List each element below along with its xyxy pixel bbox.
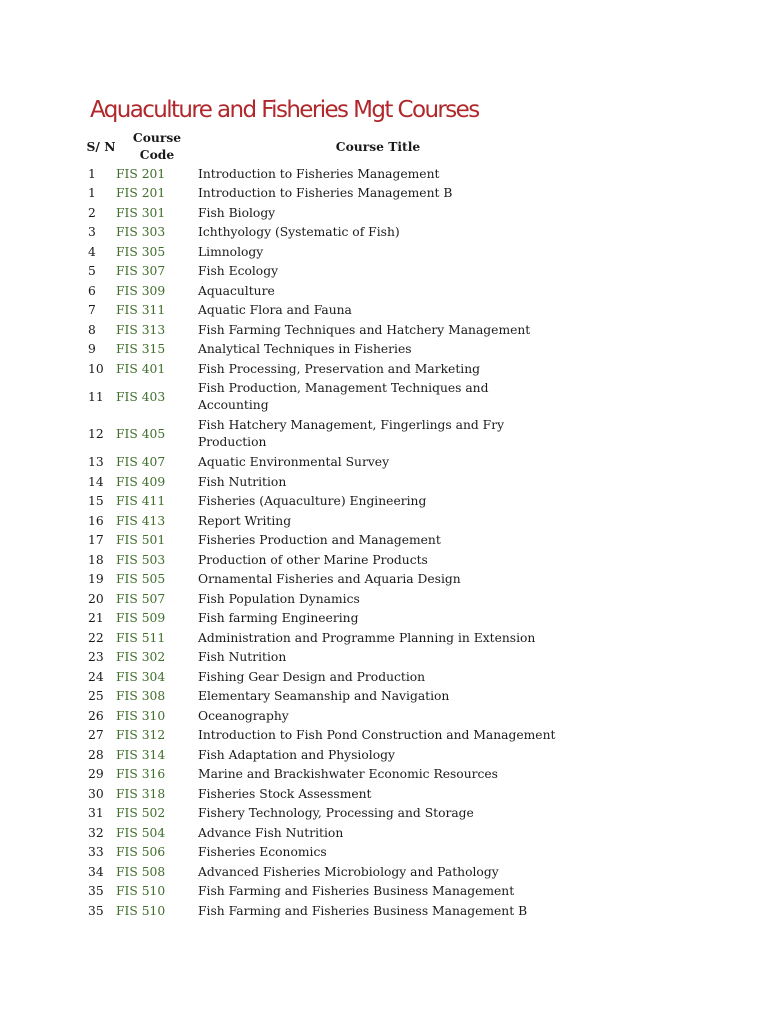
serial-number-cell: 26 <box>88 708 104 723</box>
course-title-cell: Fisheries Economics <box>198 845 327 860</box>
course-code-cell: FIS 504 <box>116 825 166 840</box>
header-course-code: Course Code <box>132 130 182 162</box>
table-header-row <box>86 128 558 164</box>
course-title-cell: Fish Nutrition <box>198 474 287 489</box>
table-row <box>86 320 558 340</box>
serial-number-cell: 32 <box>88 825 104 840</box>
course-title-cell: Fish farming Engineering <box>198 611 359 626</box>
course-code-cell: FIS 506 <box>116 845 166 860</box>
course-title-cell: Elementary Seamanship and Navigation <box>198 689 450 704</box>
course-code-cell: FIS 201 <box>116 186 166 201</box>
table-row <box>86 262 558 282</box>
course-code-cell: FIS 307 <box>116 264 166 279</box>
course-title-cell: Introduction to Fish Pond Construction and Management <box>198 728 556 743</box>
course-title-cell: Fish Biology <box>198 205 276 220</box>
serial-number-cell: 5 <box>88 264 96 279</box>
table-row <box>86 706 558 726</box>
page-title: Aquaculture and Fisheries Mgt Courses <box>90 97 479 123</box>
course-title-cell: Introduction to Fisheries Management B <box>198 186 453 201</box>
course-code-cell: FIS 315 <box>116 342 166 357</box>
course-title-cell: Fish Processing, Preservation and Marketing <box>198 361 480 376</box>
table-row <box>86 765 558 785</box>
course-title-cell: Fish Adaptation and Physiology <box>198 747 395 762</box>
course-title-cell: Fisheries Stock Assessment <box>198 786 372 801</box>
table-row <box>86 184 558 204</box>
serial-number-cell: 28 <box>88 747 104 762</box>
course-title-cell: Ichthyology (Systematic of Fish) <box>198 225 400 240</box>
table-row <box>86 359 558 379</box>
course-title-cell: Advanced Fisheries Microbiology and Pathology <box>198 864 499 879</box>
course-title-cell: Fish Population Dynamics <box>198 591 360 606</box>
course-title-cell: Fisheries Production and Management <box>198 533 441 548</box>
course-code-cell: FIS 409 <box>116 474 166 489</box>
table-row <box>86 745 558 765</box>
table-row <box>86 901 558 921</box>
table-row <box>86 511 558 531</box>
serial-number-cell: 15 <box>88 494 104 509</box>
course-code-cell: FIS 309 <box>116 283 166 298</box>
course-code-cell: FIS 305 <box>116 244 166 259</box>
course-code-cell: FIS 318 <box>116 786 166 801</box>
course-code-cell: FIS 501 <box>116 533 166 548</box>
serial-number-cell: 18 <box>88 552 104 567</box>
serial-number-cell: 31 <box>88 806 104 821</box>
serial-number-cell: 10 <box>88 361 104 376</box>
header-course-title: Course Title <box>335 138 421 154</box>
course-code-cell: FIS 511 <box>116 630 166 645</box>
course-title-cell: Introduction to Fisheries Management <box>198 166 440 181</box>
serial-number-cell: 25 <box>88 689 104 704</box>
header-sn: S/ N <box>86 138 116 154</box>
serial-number-cell: 4 <box>88 244 96 259</box>
course-code-cell: FIS 316 <box>116 767 166 782</box>
table-row <box>86 223 558 243</box>
serial-number-cell: 30 <box>88 786 104 801</box>
course-code-cell: FIS 509 <box>116 611 166 626</box>
course-title-cell: Production of other Marine Products <box>198 552 428 567</box>
course-title-cell: Aquatic Environmental Survey <box>198 455 390 470</box>
course-code-cell: FIS 310 <box>116 708 166 723</box>
table-row <box>86 726 558 746</box>
course-code-cell: FIS 510 <box>116 884 166 899</box>
course-code-cell: FIS 503 <box>116 552 166 567</box>
table-row <box>86 550 558 570</box>
course-code-cell: FIS 314 <box>116 747 166 762</box>
table-row <box>86 609 558 629</box>
table-row <box>86 862 558 882</box>
course-title-cell: Fish Nutrition <box>198 650 287 665</box>
course-title-cell: Fish Farming and Fisheries Business Management B <box>198 903 528 918</box>
course-code-cell: FIS 505 <box>116 572 166 587</box>
course-rows <box>86 164 558 921</box>
course-code-cell: FIS 313 <box>116 322 166 337</box>
table-row <box>86 203 558 223</box>
table-row <box>86 823 558 843</box>
course-code-cell: FIS 303 <box>116 225 166 240</box>
course-code-cell: FIS 401 <box>116 361 166 376</box>
course-code-cell: FIS 301 <box>116 205 166 220</box>
course-code-cell: FIS 413 <box>116 513 166 528</box>
table-row <box>86 164 558 184</box>
course-code-cell: FIS 302 <box>116 650 166 665</box>
serial-number-cell: 3 <box>88 225 96 240</box>
serial-number-cell: 35 <box>88 884 104 899</box>
course-code-cell: FIS 502 <box>116 806 166 821</box>
table-row <box>86 472 558 492</box>
table-row <box>86 453 558 473</box>
serial-number-cell: 34 <box>88 864 104 879</box>
course-title-cell: Administration and Programme Planning in Extension <box>198 630 536 645</box>
course-code-cell: FIS 508 <box>116 864 166 879</box>
course-title-cell: Fisheries (Aquaculture) Engineering <box>198 494 427 509</box>
table-row <box>86 628 558 648</box>
serial-number-cell: 29 <box>88 767 104 782</box>
serial-number-cell: 22 <box>88 630 104 645</box>
serial-number-cell: 16 <box>88 513 104 528</box>
table-row <box>86 301 558 321</box>
table-row <box>86 843 558 863</box>
course-title-cell: Aquatic Flora and Fauna <box>198 303 352 318</box>
serial-number-cell: 12 <box>88 427 104 441</box>
course-title-cell: Limnology <box>198 244 264 259</box>
serial-number-cell: 20 <box>88 591 104 606</box>
course-title-cell: Advance Fish Nutrition <box>198 825 344 840</box>
serial-number-cell: 24 <box>88 669 104 684</box>
course-code-cell: FIS 312 <box>116 728 166 743</box>
course-code-cell: FIS 405 <box>116 427 166 441</box>
course-title-cell: Analytical Techniques in Fisheries <box>198 342 412 357</box>
table-row <box>86 531 558 551</box>
serial-number-cell: 1 <box>88 186 96 201</box>
course-code-cell: FIS 507 <box>116 591 166 606</box>
course-title-cell: Fish Production, Management Techniques and Accounting <box>198 381 489 412</box>
course-code-cell: FIS 308 <box>116 689 166 704</box>
serial-number-cell: 1 <box>88 166 96 181</box>
table-row <box>86 570 558 590</box>
course-code-cell: FIS 411 <box>116 494 166 509</box>
course-title-cell: Report Writing <box>198 513 292 528</box>
serial-number-cell: 8 <box>88 322 96 337</box>
table-row <box>86 492 558 512</box>
table-row <box>86 589 558 609</box>
course-title-cell: Aquaculture <box>198 283 275 298</box>
course-code-cell: FIS 403 <box>116 390 166 404</box>
serial-number-cell: 17 <box>88 533 104 548</box>
table-row <box>86 416 558 453</box>
serial-number-cell: 33 <box>88 845 104 860</box>
serial-number-cell: 9 <box>88 342 96 357</box>
course-code-cell: FIS 304 <box>116 669 166 684</box>
course-title-cell: Fish Farming and Fisheries Business Management <box>198 884 515 899</box>
table-row <box>86 804 558 824</box>
course-title-cell: Fish Hatchery Management, Fingerlings and Fry Production <box>198 418 505 449</box>
serial-number-cell: 2 <box>88 205 96 220</box>
table-row <box>86 340 558 360</box>
course-title-cell: Fishing Gear Design and Production <box>198 669 426 684</box>
course-code-cell: FIS 201 <box>116 166 166 181</box>
table-row <box>86 784 558 804</box>
course-table <box>86 128 558 921</box>
serial-number-cell: 27 <box>88 728 104 743</box>
table-row <box>86 281 558 301</box>
table-row <box>86 242 558 262</box>
course-title-cell: Fish Farming Techniques and Hatchery Management <box>198 322 531 337</box>
course-title-cell: Marine and Brackishwater Economic Resources <box>198 767 498 782</box>
serial-number-cell: 11 <box>88 390 104 404</box>
course-code-cell: FIS 311 <box>116 303 166 318</box>
course-title-cell: Fish Ecology <box>198 264 279 279</box>
serial-number-cell: 14 <box>88 474 104 489</box>
serial-number-cell: 6 <box>88 283 96 298</box>
table-row <box>86 379 558 416</box>
course-code-cell: FIS 407 <box>116 455 166 470</box>
serial-number-cell: 7 <box>88 303 96 318</box>
serial-number-cell: 21 <box>88 611 104 626</box>
serial-number-cell: 35 <box>88 903 104 918</box>
serial-number-cell: 23 <box>88 650 104 665</box>
course-code-cell: FIS 510 <box>116 903 166 918</box>
table-row <box>86 687 558 707</box>
serial-number-cell: 19 <box>88 572 104 587</box>
course-title-cell: Fishery Technology, Processing and Storage <box>198 806 474 821</box>
serial-number-cell: 13 <box>88 455 104 470</box>
course-title-cell: Ornamental Fisheries and Aquaria Design <box>198 572 461 587</box>
table-row <box>86 648 558 668</box>
table-row <box>86 882 558 902</box>
table-row <box>86 667 558 687</box>
course-title-cell: Oceanography <box>198 708 289 723</box>
